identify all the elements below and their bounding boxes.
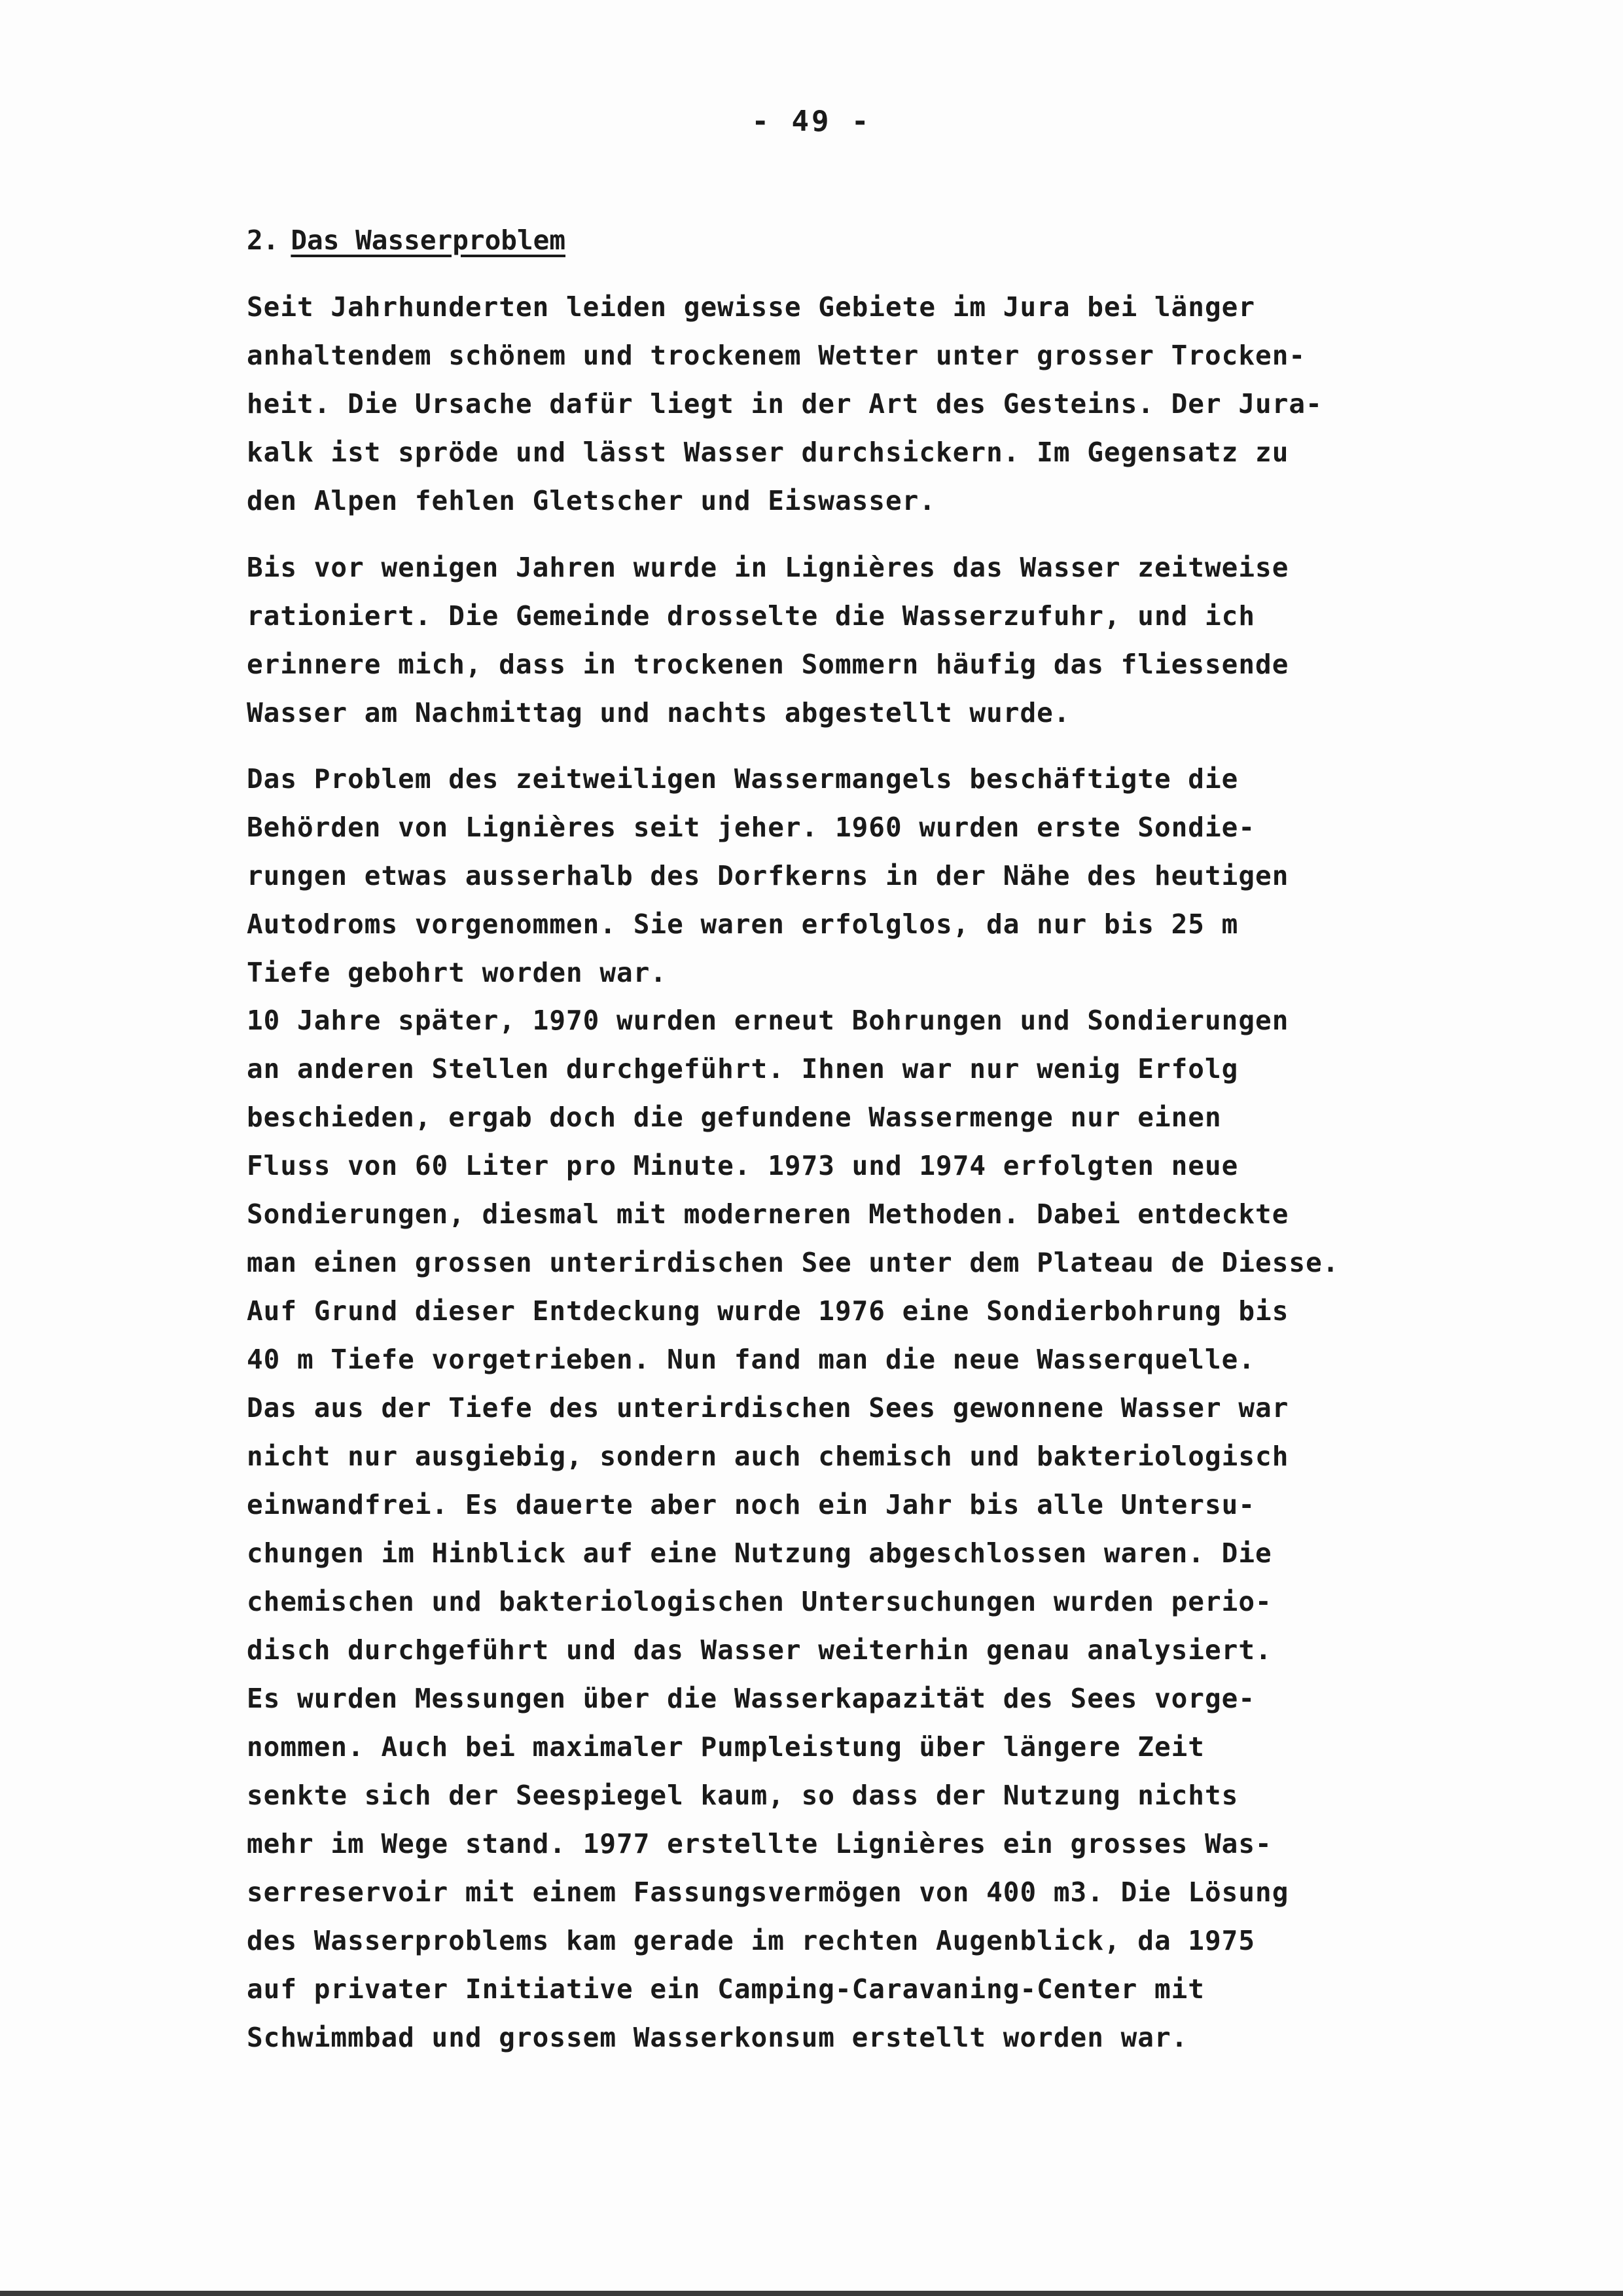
text-line: Bis vor wenigen Jahren wurde in Lignières das Wasser zeitweise xyxy=(247,552,1289,583)
text-line: 40 m Tiefe vorgetrieben. Nun fand man die neue Wasserquelle. xyxy=(247,1344,1256,1375)
text-line: man einen grossen unterirdischen See unter dem Plateau de Diesse. xyxy=(247,1247,1340,1278)
text-line: nicht nur ausgiebig, sondern auch chemisch und bakteriologisch xyxy=(247,1441,1289,1472)
text-line: Auf Grund dieser Entdeckung wurde 1976 eine Sondierbohrung bis xyxy=(247,1295,1289,1327)
scan-border xyxy=(0,2291,1623,2296)
text-line: Es wurden Messungen über die Wasserkapazität des Sees vorge- xyxy=(247,1683,1256,1714)
text-line: Seit Jahrhunderten leiden gewisse Gebiete im Jura bei länger xyxy=(247,291,1256,323)
text-line: Das Problem des zeitweiligen Wassermangels beschäftigte die xyxy=(247,763,1239,795)
paragraph xyxy=(247,755,1556,997)
text-line: beschieden, ergab doch die gefundene Wassermenge nur einen xyxy=(247,1102,1222,1133)
text-line: den Alpen fehlen Gletscher und Eiswasser. xyxy=(247,485,936,516)
text-line: chemischen und bakteriologischen Untersuchungen wurden perio- xyxy=(247,1586,1272,1617)
page-number: - 49 - xyxy=(751,105,872,138)
paragraph xyxy=(247,996,1556,2062)
text-line: 10 Jahre später, 1970 wurden erneut Bohrungen und Sondierungen xyxy=(247,1005,1289,1036)
text-line: Schwimmbad und grossem Wasserkonsum erstellt worden war. xyxy=(247,2022,1188,2053)
text-line: senkte sich der Seespiegel kaum, so dass der Nutzung nichts xyxy=(247,1780,1239,1811)
text-line: Das aus der Tiefe des unterirdischen Sees gewonnene Wasser war xyxy=(247,1392,1289,1424)
text-line: Autodroms vorgenommen. Sie waren erfolglos, da nur bis 25 m xyxy=(247,908,1239,940)
text-line: anhaltendem schönem und trockenem Wetter unter grosser Trocken- xyxy=(247,340,1306,371)
section-number: 2. xyxy=(247,224,279,256)
text-line: kalk ist spröde und lässt Wasser durchsickern. Im Gegensatz zu xyxy=(247,437,1289,468)
text-line: serreservoir mit einem Fassungsvermögen von 400 m3. Die Lösung xyxy=(247,1876,1289,1908)
text-line: heit. Die Ursache dafür liegt in der Art des Gesteins. Der Jura- xyxy=(247,388,1323,420)
text-line: Fluss von 60 Liter pro Minute. 1973 und 1974 erfolgten neue xyxy=(247,1150,1239,1181)
text-line: Sondierungen, diesmal mit moderneren Methoden. Dabei entdeckte xyxy=(247,1198,1289,1230)
text-line: auf privater Initiative ein Camping-Caravaning-Center mit xyxy=(247,1973,1205,2005)
text-line: Tiefe gebohrt worden war. xyxy=(247,957,668,988)
text-line: rationiert. Die Gemeinde drosselte die Wasserzufuhr, und ich xyxy=(247,600,1256,632)
section-heading xyxy=(247,224,565,256)
text-line: erinnere mich, dass in trockenen Sommern häufig das fliessende xyxy=(247,649,1289,680)
text-line: disch durchgeführt und das Wasser weiterhin genau analysiert. xyxy=(247,1634,1272,1666)
text-line: mehr im Wege stand. 1977 erstellte Lignières ein grosses Was- xyxy=(247,1828,1272,1859)
text-line: einwandfrei. Es dauerte aber noch ein Jahr bis alle Untersu- xyxy=(247,1489,1256,1520)
text-line: chungen im Hinblick auf eine Nutzung abgeschlossen waren. Die xyxy=(247,1537,1272,1569)
paragraph xyxy=(247,543,1556,737)
text-line: Wasser am Nachmittag und nachts abgestellt wurde. xyxy=(247,697,1071,728)
text-line: an anderen Stellen durchgeführt. Ihnen war nur wenig Erfolg xyxy=(247,1053,1239,1085)
text-line: nommen. Auch bei maximaler Pumpleistung über längere Zeit xyxy=(247,1731,1205,1763)
paragraph xyxy=(247,283,1556,525)
section-title: Das Wasserproblem xyxy=(291,224,566,256)
text-line: rungen etwas ausserhalb des Dorfkerns in der Nähe des heutigen xyxy=(247,860,1289,891)
text-line: Behörden von Lignières seit jeher. 1960 wurden erste Sondie- xyxy=(247,812,1256,843)
text-line: des Wasserproblems kam gerade im rechten Augenblick, da 1975 xyxy=(247,1925,1256,1956)
